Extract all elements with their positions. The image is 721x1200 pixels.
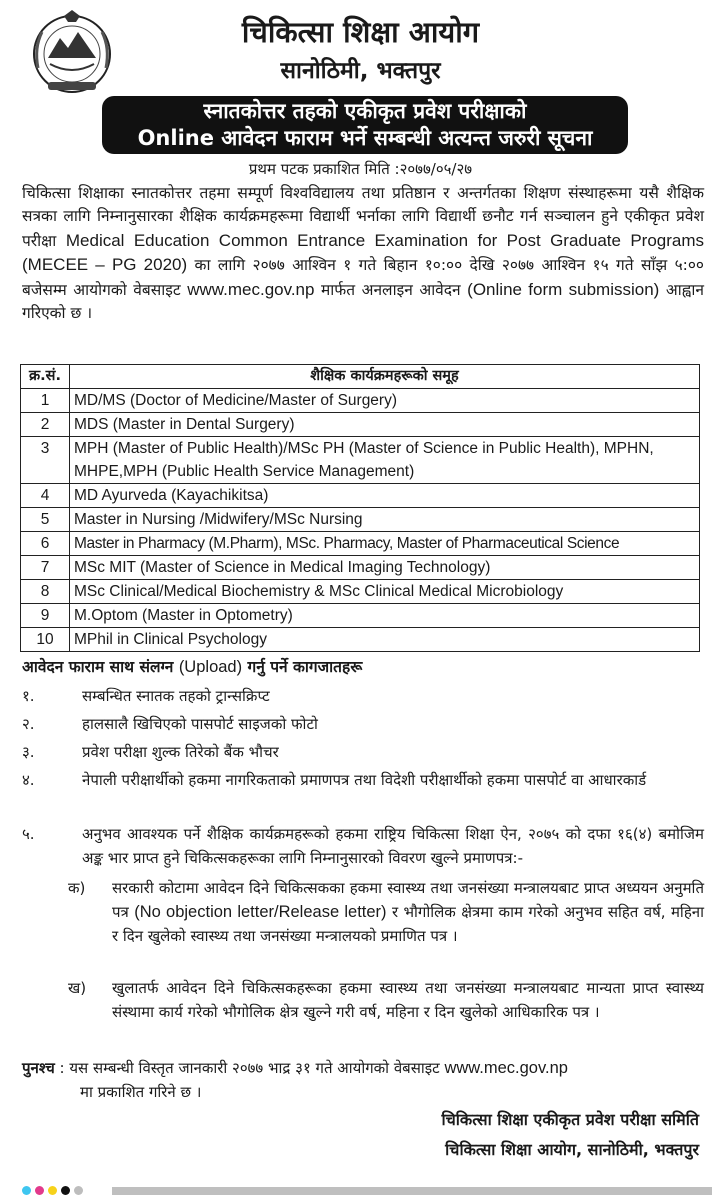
signature-organization: चिकित्सा शिक्षा आयोग, सानोठिमी, भक्तपुर	[445, 1140, 699, 1159]
sub-item-text	[112, 976, 704, 1024]
table-row	[21, 389, 700, 413]
magenta-dot	[35, 1186, 44, 1195]
list-item	[22, 822, 704, 870]
row-sn: 5	[21, 508, 70, 532]
postscript-continuation: मा प्रकाशित गरिने छ ।	[80, 1083, 202, 1101]
programs-table	[20, 364, 700, 652]
table-row	[21, 532, 700, 556]
list-item-number: ५.	[22, 825, 35, 843]
list-item-text: प्रवेश परीक्षा शुल्क तिरेको बैंक भौचर	[82, 743, 279, 761]
intro-text-2: का लागि २०७७ आश्विन १ गते बिहान १०:०० देखि २०७७ आश्विन १५ गते साँझ ५:०० बजेसम्म आयोगको वेबसाइट	[22, 256, 704, 299]
intro-text-1: चिकित्सा शिक्षाका स्नातकोत्तर तहमा सम्पूर्ण विश्वविद्यालय तथा प्रतिष्ठान र अन्तर्गतका शिक्षण संस्थाहरूमा यसै शैक्षिक सत्रका लागि निम्नानुसारका शैक्षिक कार्यक्रमहरूमा विद्यार्थी भर्नाका लागि विद्यार्थी छनौट गर्न सञ्चालन हुने एकीकृत प्रवेश परीक्षा	[22, 184, 704, 250]
row-sn: 1	[21, 389, 70, 413]
online-form-text: (Online form submission)	[467, 279, 660, 299]
documents-heading-text-end: गर्नु पर्ने कागजातहरू	[242, 658, 363, 676]
documents-heading	[22, 656, 362, 678]
banner-line-1: स्नातकोत्तर तहको एकीकृत प्रवेश परीक्षाको	[203, 99, 527, 123]
postscript	[22, 1056, 704, 1101]
row-program: Master in Pharmacy (M.Pharm), MSc. Pharmacy, Master of Pharmaceutical Science	[70, 532, 700, 556]
exam-name: Medical Education Common Entrance Examination for Post Graduate Programs (MECEE – PG 2020)	[22, 230, 705, 275]
list-item-number: १.	[22, 687, 35, 705]
row-program: MD/MS (Doctor of Medicine/Master of Surgery)	[70, 389, 700, 413]
row-program: MSc Clinical/Medical Biochemistry & MSc Clinical Medical Microbiology	[70, 580, 700, 604]
sub-item-text	[112, 876, 704, 948]
list-item-text: हालसालै खिचिएको पासपोर्ट साइजको फोटो	[82, 715, 318, 733]
list-item-number: ३.	[22, 743, 35, 761]
row-program: MPhil in Clinical Psychology	[70, 628, 700, 652]
list-item-text: अनुभव आवश्यक पर्ने शैक्षिक कार्यक्रमहरूको हकमा राष्ट्रिय चिकित्सा शिक्षा ऐन, २०७५ को दफा १६(४) बमोजिम अङ्क भार प्राप्त हुने चिकित्सकहरूका लागि निम्नानुसारको विवरण खुल्ने प्रमाणपत्र:-	[82, 825, 704, 867]
table-row	[21, 508, 700, 532]
table-row	[21, 484, 700, 508]
sub-item-label: ख)	[68, 979, 87, 997]
intro-text-4: आह्वान गरिएको छ ।	[22, 280, 704, 323]
sub-item-text-b: र भौगोलिक क्षेत्रमा काम गरेको अनुभव सहित वर्ष, महिना र दिन खुलेको स्वास्थ्य तथा जनसंख्या मन्त्रालयको प्रमाणित पत्र ।	[112, 903, 704, 945]
postscript-label: पुनश्च	[22, 1059, 55, 1077]
intro-text-3: मार्फत अनलाइन आवेदन	[314, 280, 468, 299]
column-header-program: शैक्षिक कार्यक्रमहरूको समूह	[70, 365, 700, 389]
postscript-text	[55, 1059, 568, 1077]
row-program: MDS (Master in Dental Surgery)	[70, 413, 700, 437]
row-program: MD Ayurveda (Kayachikitsa)	[70, 484, 700, 508]
table-row	[21, 580, 700, 604]
sub-list-item	[22, 976, 704, 1024]
black-dot	[61, 1186, 70, 1195]
intro-paragraph	[22, 182, 704, 325]
list-item-text: नेपाली परीक्षार्थीको हकमा नागरिकताको प्रमाणपत्र तथा विदेशी परीक्षार्थीको हकमा पासपोर्ट वा आधारकार्ड	[82, 771, 647, 789]
list-item	[22, 768, 704, 792]
list-item-number: ४.	[22, 771, 35, 789]
list-item	[22, 712, 704, 736]
row-sn: 2	[21, 413, 70, 437]
row-sn: 6	[21, 532, 70, 556]
row-program: M.Optom (Master in Optometry)	[70, 604, 700, 628]
row-sn: 3	[21, 437, 70, 484]
sub-item-text-a: खुलातर्फ आवेदन दिने चिकित्सकहरूका हकमा स्वास्थ्य तथा जनसंख्या मन्त्रालयबाट मान्यता प्राप्त स्वास्थ्य संस्थामा कार्य गरेको भौगोलिक क्षेत्र खुल्ने गरी वर्ष, महिना र दिन खुलेको आधिकारिक पत्र ।	[112, 979, 704, 1021]
banner-line-2: Online आवेदन फाराम भर्ने सम्बन्धी अत्यन्त जरुरी सूचना	[137, 126, 593, 150]
list-item	[22, 684, 704, 708]
row-sn: 10	[21, 628, 70, 652]
website-link[interactable]: www.mec.gov.np	[187, 279, 315, 299]
notice-banner	[102, 96, 628, 154]
documents-heading-upload: (Upload)	[178, 658, 243, 676]
table-row	[21, 413, 700, 437]
table-row	[21, 556, 700, 580]
sub-item-text-a: सरकारी कोटामा आवेदन दिने चिकित्सकका हकमा स्वास्थ्य तथा जनसंख्या मन्त्रालयबाट प्राप्त अध्ययन अनुमति पत्र	[112, 879, 704, 921]
yellow-dot	[48, 1186, 57, 1195]
gray-dot	[74, 1186, 83, 1195]
documents-heading-text: आवेदन फाराम साथ संलग्न	[22, 658, 179, 676]
table-header-row	[21, 365, 700, 389]
list-item-number: २.	[22, 715, 35, 733]
row-program: MSc MIT (Master of Science in Medical Imaging Technology)	[70, 556, 700, 580]
print-gray-bar	[112, 1187, 712, 1195]
cyan-dot	[22, 1186, 31, 1195]
table-row	[21, 628, 700, 652]
postscript-text-a: : यस सम्बन्धी विस्तृत जानकारी २०७७ भाद्र ३१ गते आयोगको वेबसाइट	[54, 1059, 445, 1077]
column-header-sn: क्र.सं.	[21, 365, 70, 389]
row-sn: 4	[21, 484, 70, 508]
row-sn: 8	[21, 580, 70, 604]
table-row	[21, 437, 700, 484]
publication-date: प्रथम पटक प्रकाशित मिति :२०७७/०५/२७	[248, 160, 473, 178]
row-sn: 9	[21, 604, 70, 628]
print-color-strip	[22, 1186, 83, 1196]
list-item	[22, 740, 704, 764]
list-item-text: सम्बन्धित स्नातक तहको ट्रान्सक्रिप्ट	[82, 687, 270, 705]
row-sn: 7	[21, 556, 70, 580]
row-program: MPH (Master of Public Health)/MSc PH (Master of Science in Public Health), MPHN, MHPE,MPH (Public Health Service Management)	[70, 437, 700, 484]
postscript-website-link[interactable]: www.mec.gov.np	[444, 1059, 568, 1077]
signature-committee: चिकित्सा शिक्षा एकीकृत प्रवेश परीक्षा समिति	[441, 1110, 699, 1129]
row-program: Master in Nursing /Midwifery/MSc Nursing	[70, 508, 700, 532]
organization-title: चिकित्सा शिक्षा आयोग	[241, 15, 480, 49]
table-row	[21, 604, 700, 628]
sub-list-item	[22, 876, 704, 948]
organization-address: सानोठिमी, भक्तपुर	[280, 58, 441, 84]
sub-item-label: क)	[68, 879, 86, 897]
sub-item-text-en: (No objection letter/Release letter)	[134, 903, 387, 921]
